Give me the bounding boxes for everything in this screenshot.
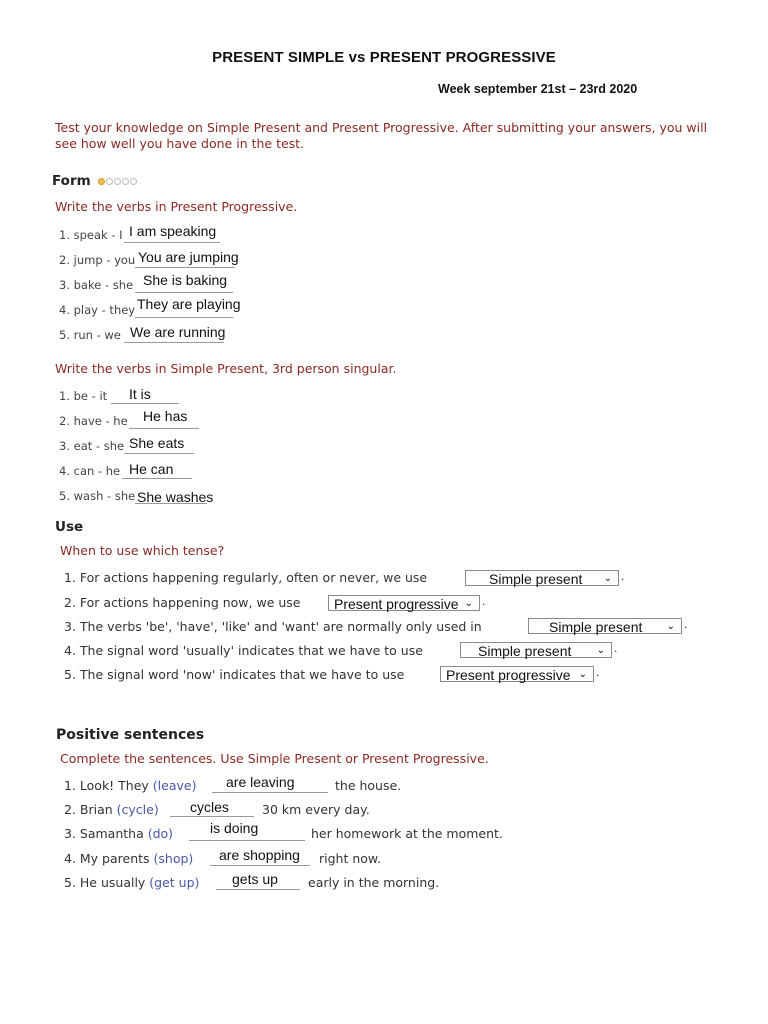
period: . — [482, 594, 486, 608]
tense-select-2-value: Present progressive — [334, 596, 459, 612]
sentence-3-end: her homework at the moment. — [311, 826, 503, 841]
use-question-1: 1. For actions happening regularly, often or never, we use — [64, 570, 428, 585]
positive-heading: Positive sentences — [56, 727, 205, 743]
progressive-answer-2: You are jumping — [138, 249, 239, 265]
simple-prompt-2: 2. have - he — [59, 414, 128, 428]
period: . — [596, 665, 600, 679]
intro-text: Test your knowledge on Simple Present and Present Progressive. After submitting your answers, you will see how well you have done in the test. — [55, 120, 708, 151]
progressive-answer-field-5[interactable] — [124, 342, 224, 343]
positive-instruction: Complete the sentences. Use Simple Present or Present Progressive. — [60, 751, 489, 766]
chevron-down-icon: ⌄ — [596, 645, 605, 656]
sentence-answer-1: are leaving — [226, 774, 295, 790]
sentence-5 — [64, 875, 199, 890]
tense-select-4[interactable] — [460, 642, 612, 658]
progressive-answer-3: She is baking — [143, 272, 228, 288]
chevron-down-icon: ⌄ — [666, 621, 675, 632]
simple-answer-4: He can — [129, 461, 174, 477]
sentence-5-verb: (get up) — [149, 875, 200, 890]
sentence-answer-2: cycles — [190, 799, 229, 815]
sentence-5-end: early in the morning. — [308, 875, 440, 890]
progressive-prompt-5: 5. run - we — [59, 328, 121, 342]
use-question-5: 5. The signal word 'now' indicates that we have to use — [64, 667, 405, 682]
progressive-prompt-2: 2. jump - you — [59, 253, 136, 267]
sentence-answer-field-1[interactable] — [212, 792, 328, 793]
sentence-2-start: 2. Brian — [64, 802, 117, 817]
chevron-down-icon: ⌄ — [578, 669, 587, 680]
simple-prompt-3: 3. eat - she — [59, 439, 125, 453]
sentence-1-verb: (leave) — [152, 778, 197, 793]
simple-answer-field-4[interactable] — [122, 478, 192, 479]
simple-answer-field-1[interactable] — [111, 403, 179, 404]
simple-answer-2: He has — [143, 408, 188, 424]
form-heading-label: Form — [52, 173, 91, 189]
use-question-3: 3. The verbs 'be', 'have', 'like' and 'want' are normally only used in — [64, 619, 482, 634]
progressive-answer-5: We are running — [130, 324, 226, 340]
tense-select-4-value: Simple present — [478, 643, 572, 659]
tense-select-1[interactable] — [465, 570, 619, 586]
sentence-1-start: 1. Look! They — [64, 778, 153, 793]
sentence-3-start: 3. Samantha — [64, 826, 148, 841]
period: . — [684, 617, 688, 631]
use-heading: Use — [55, 519, 84, 535]
tense-select-5[interactable] — [440, 666, 594, 682]
sentence-4-end: right now. — [319, 851, 381, 866]
sentence-5-start: 5. He usually — [64, 875, 150, 890]
page-title: PRESENT SIMPLE vs PRESENT PROGRESSIVE — [212, 49, 556, 66]
simple-prompt-1: 1. be - it — [59, 389, 108, 403]
sentence-2-verb: (cycle) — [116, 802, 159, 817]
sentence-answer-field-2[interactable] — [170, 816, 254, 817]
sentence-1 — [64, 778, 196, 793]
tense-select-3[interactable] — [528, 618, 682, 634]
sentence-2 — [64, 802, 159, 817]
simple-prompt-5: 5. wash - she — [59, 489, 136, 503]
chevron-down-icon: ⌄ — [603, 573, 612, 584]
tense-select-1-value: Simple present — [489, 571, 583, 587]
sentence-4-verb: (shop) — [153, 851, 194, 866]
progressive-prompt-1: 1. speak - I — [59, 228, 123, 242]
sentence-4-start: 4. My parents — [64, 851, 154, 866]
simple-answer-field-3[interactable] — [124, 453, 194, 454]
sentence-3 — [64, 826, 173, 841]
sentence-2-end: 30 km every day. — [262, 802, 370, 817]
simple-prompt-4: 4. can - he — [59, 464, 121, 478]
progressive-answer-field-2[interactable] — [135, 267, 235, 268]
progressive-answer-4: They are playing — [137, 296, 241, 312]
progress-dots-icon — [98, 173, 138, 189]
form-heading — [52, 173, 138, 189]
sentence-answer-field-3[interactable] — [189, 840, 305, 841]
use-question-2: 2. For actions happening now, we use — [64, 595, 301, 610]
period: . — [614, 641, 618, 655]
simple-answer-field-2[interactable] — [129, 428, 199, 429]
progressive-answer-field-3[interactable] — [135, 292, 233, 293]
progressive-answer-1: I am speaking — [129, 223, 217, 239]
week-date: Week september 21st – 23rd 2020 — [438, 82, 638, 96]
sentence-answer-3: is doing — [210, 820, 259, 836]
sentence-answer-field-5[interactable] — [216, 889, 300, 890]
sentence-answer-4: are shopping — [219, 847, 300, 863]
progressive-prompt-4: 4. play - they — [59, 303, 136, 317]
sentence-1-end: the house. — [335, 778, 402, 793]
sentence-answer-field-4[interactable] — [210, 865, 310, 866]
simple-answer-5: She washes — [137, 489, 214, 505]
tense-select-2[interactable] — [328, 595, 480, 611]
sentence-3-verb: (do) — [147, 826, 174, 841]
progressive-answer-field-4[interactable] — [135, 317, 233, 318]
sentence-4 — [64, 851, 193, 866]
tense-select-5-value: Present progressive — [446, 667, 571, 683]
use-question-4: 4. The signal word 'usually' indicates that we have to use — [64, 643, 423, 658]
tense-select-3-value: Simple present — [549, 619, 643, 635]
period: . — [621, 569, 625, 583]
chevron-down-icon: ⌄ — [464, 598, 473, 609]
simple-instruction: Write the verbs in Simple Present, 3rd person singular. — [55, 361, 397, 376]
simple-answer-3: She eats — [129, 435, 185, 451]
simple-answer-1: It is — [129, 386, 151, 402]
progressive-prompt-3: 3. bake - she — [59, 278, 134, 292]
sentence-answer-5: gets up — [232, 871, 278, 887]
progressive-answer-field-1[interactable] — [124, 242, 220, 243]
progressive-instruction: Write the verbs in Present Progressive. — [55, 199, 298, 214]
use-instruction: When to use which tense? — [60, 543, 225, 558]
